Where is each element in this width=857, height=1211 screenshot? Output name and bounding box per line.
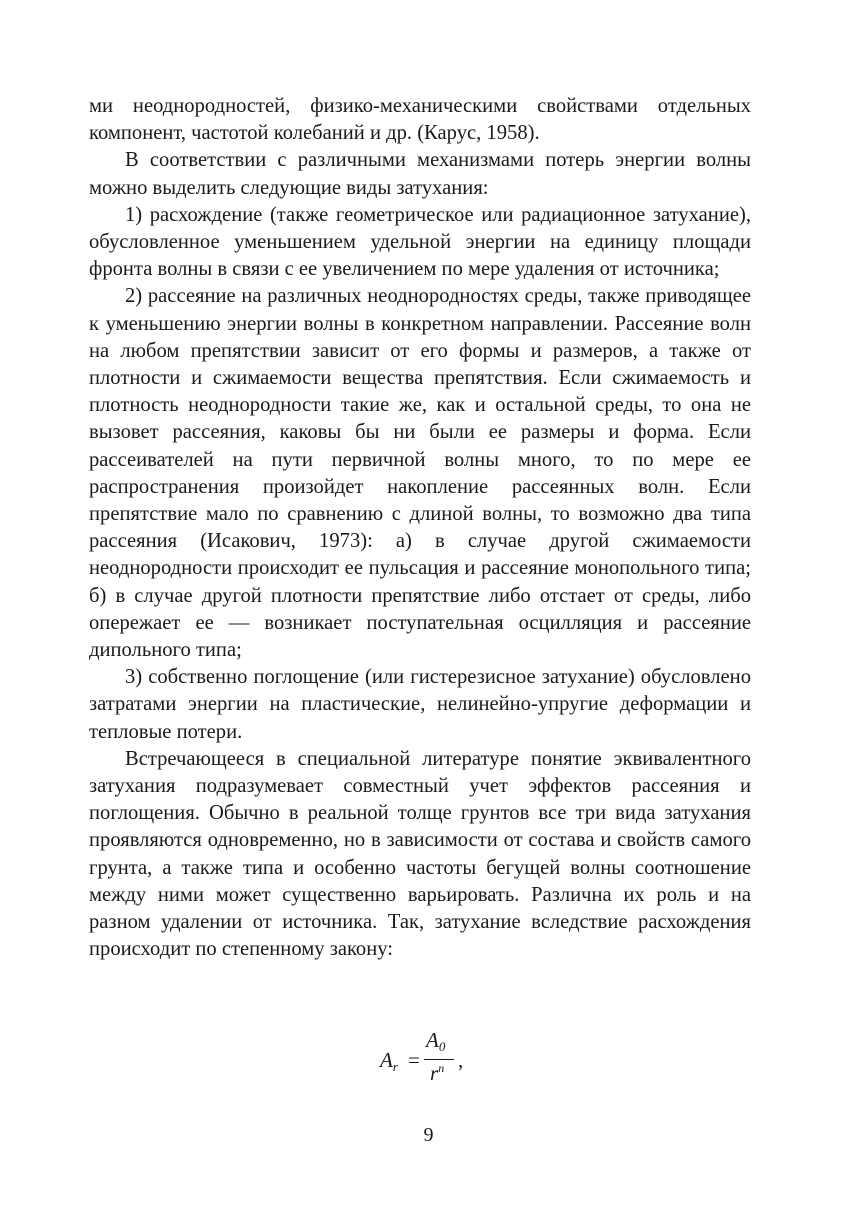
formula-divergence-law: [380, 1028, 500, 1090]
page-number: 9: [423, 1124, 434, 1146]
formula-trailing-comma: ,: [458, 1048, 464, 1072]
paragraph-divergence: 1) расхождение (также геометрическое или радиационное затухание), обусловленное уменьшением удельной энергии на единицу площади фронта волны в связи с ее увеличением по мере удаления от источника;: [89, 203, 751, 281]
formula-fraction-bar: [424, 1059, 454, 1060]
paragraph-absorption: 3) собственно поглощение (или гистерезисное затухание) обусловлено затратами энергии на пластические, нелинейно-упругие деформации и тепловые потери.: [89, 666, 751, 743]
formula-equals: =: [408, 1048, 420, 1072]
paragraph-scattering: 2) рассеяние на различных неоднородностях среды, также приводящее к уменьшению энергии волны в конкретном направлении. Рассеяние волн на любом препятствии зависит от его формы и размеров, а также от плотности и сжимаемости вещества препятствия. Если сжимаемость и плотность неоднородности такие же, как и остальной среды, то она не вызовет рассеяния, каковы бы ни были ее размеры и форма. Если рассеивателей на пути первичной волны много, то по мере ее распространения произойдет накопление рассеянных волн. Если препятствие мало по сравнению с длиной волны, то возможно два типа рассеяния (Исакович, 1973): а) в случае другой сжимаемости неоднородности происходит ее пульсация и рассеяние монопольного типа; б) в случае другой плотности препятствие либо отстает от среды, либо опережает ее — возникает поступательная осцилляция и рассеяние дипольного типа;: [89, 285, 751, 662]
formula-numerator: $A_0$: [426, 1028, 446, 1054]
formula-denominator: $r^n$: [430, 1061, 445, 1085]
paragraph-equivalent-attenuation: Встречающееся в специальной литературе понятие эквивалентного затухания подразумевает совместный учет эффектов рассеяния и поглощения. Обычно в реальной толще грунтов все три вида затухания проявляются одновременно, но в зависимости от состава и свойств самого грунта, а также типа и особенно частоты бегущей волны соотношение между ними может существенно варьировать. Различна их роль и на разном удалении от источника. Так, затухание вследствие расхождения происходит по степенному закону:: [89, 747, 751, 961]
body-text: [89, 93, 751, 964]
paragraph-attenuation-types-intro: В соответствии с различными механизмами потерь энергии волны можно выделить следующие виды затухания:: [89, 149, 751, 199]
formula-lhs: $A_r$: [380, 1048, 398, 1074]
paragraph-continuation: ми неоднородностей, физико-механическими свойствами отдельных компонент, частотой колебаний и др. (Карус, 1958).: [89, 95, 751, 145]
